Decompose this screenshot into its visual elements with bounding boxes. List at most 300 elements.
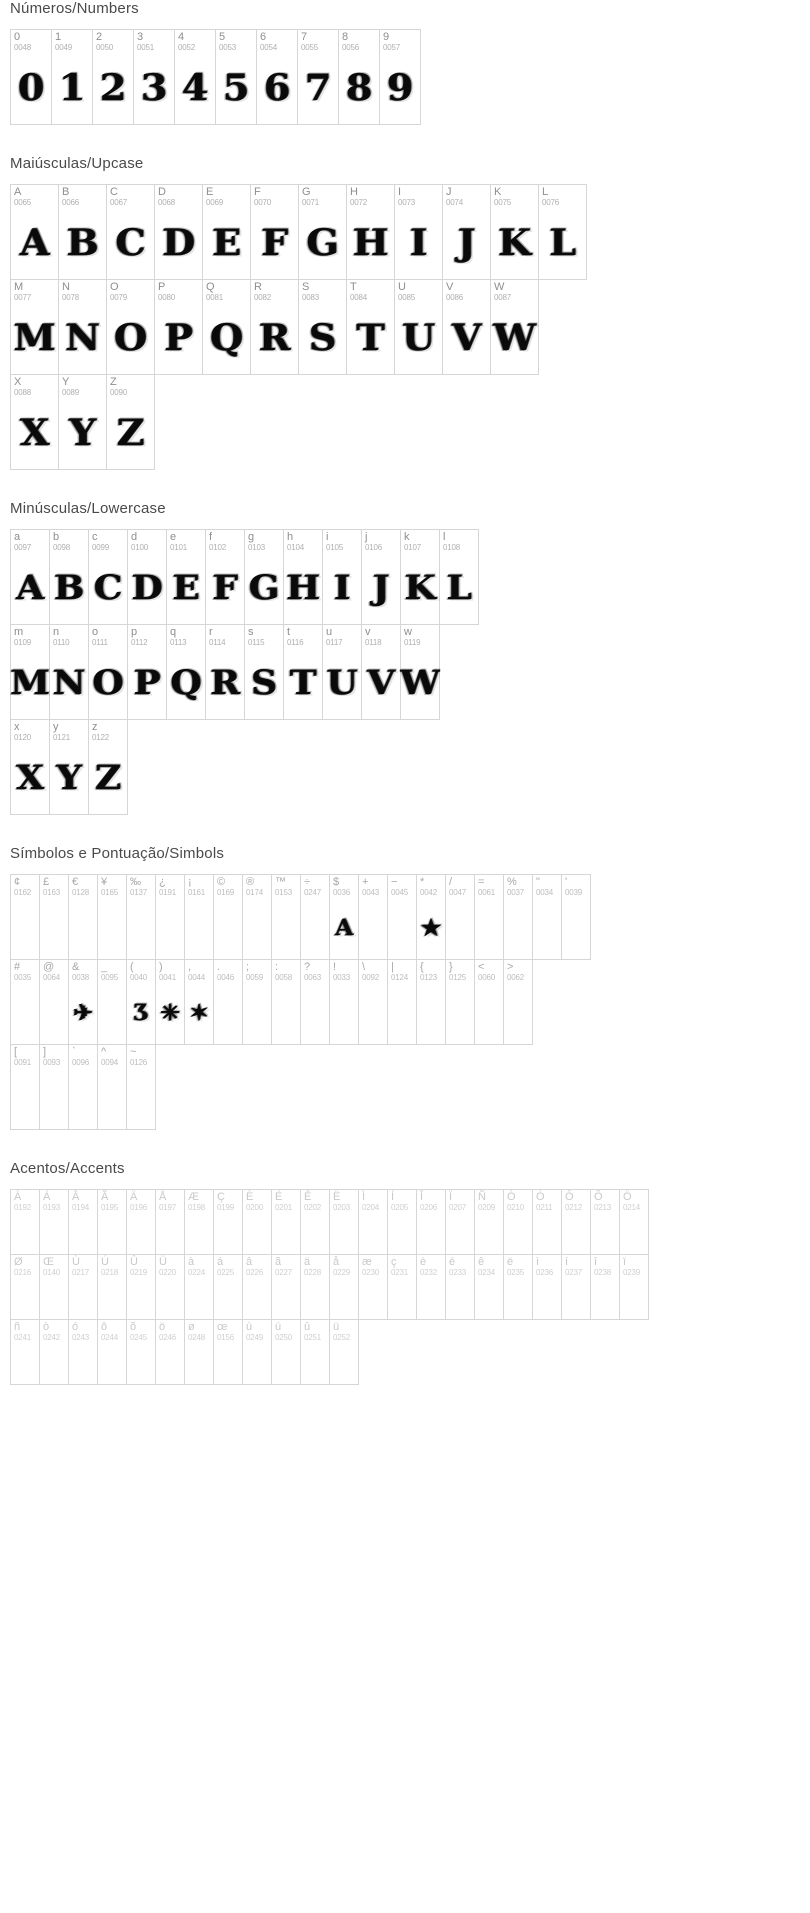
glyph-cell[interactable] — [40, 1045, 69, 1130]
glyph-meta — [298, 30, 338, 52]
glyph-cell[interactable] — [167, 530, 206, 625]
glyph-cell[interactable] — [620, 1190, 649, 1255]
glyph-cell[interactable] — [251, 280, 299, 375]
glyph-meta — [284, 530, 322, 552]
glyph-cell[interactable] — [446, 1255, 475, 1320]
glyph-cell[interactable] — [359, 1190, 388, 1255]
glyph-meta — [591, 1190, 619, 1212]
glyph-cell[interactable] — [214, 875, 243, 960]
glyph-preview — [532, 897, 562, 959]
glyph-cell[interactable] — [155, 280, 203, 375]
glyph-meta — [59, 375, 106, 397]
glyph-cell[interactable] — [50, 530, 89, 625]
glyph-code: 0110 — [53, 637, 70, 647]
glyph-preview: W — [493, 316, 536, 359]
glyph-cell[interactable] — [417, 1190, 446, 1255]
glyph-cell[interactable] — [11, 875, 40, 960]
glyph-cell[interactable] — [11, 30, 52, 125]
glyph-preview — [213, 1342, 243, 1384]
glyph-cell[interactable] — [245, 625, 284, 720]
glyph-cell[interactable] — [417, 1255, 446, 1320]
glyph-cell[interactable] — [330, 1320, 359, 1385]
glyph-cell[interactable] — [243, 875, 272, 960]
glyph-cell[interactable] — [206, 625, 245, 720]
glyph-character: T — [350, 281, 357, 293]
glyph-cell[interactable] — [156, 875, 185, 960]
glyph-meta — [359, 1255, 387, 1277]
glyph-cell[interactable] — [446, 1190, 475, 1255]
glyph-cell[interactable] — [155, 185, 203, 280]
glyph-cell[interactable] — [562, 1255, 591, 1320]
glyph-preview: N — [65, 316, 100, 359]
glyph-meta — [301, 1255, 329, 1277]
glyph-cell[interactable] — [175, 30, 216, 125]
glyph-cell[interactable] — [539, 185, 587, 280]
glyph-cell[interactable] — [388, 1190, 417, 1255]
glyph-cell[interactable] — [446, 960, 475, 1045]
glyph-code: 0102 — [209, 542, 226, 552]
glyph-cell[interactable] — [298, 30, 339, 125]
glyph-cell[interactable] — [69, 1320, 98, 1385]
glyph-cell[interactable] — [128, 625, 167, 720]
glyph-code: 0087 — [494, 292, 511, 302]
glyph-cell[interactable] — [533, 1190, 562, 1255]
glyph-character: I — [398, 186, 402, 198]
glyph-cell[interactable] — [284, 625, 323, 720]
glyph-code: 0202 — [304, 1202, 321, 1212]
glyph-cell[interactable] — [93, 30, 134, 125]
glyph-cell[interactable] — [388, 1255, 417, 1320]
glyph-cell[interactable] — [491, 280, 539, 375]
glyph-cell[interactable] — [243, 1190, 272, 1255]
glyph-cell[interactable] — [59, 185, 107, 280]
glyph-cell[interactable] — [533, 1255, 562, 1320]
glyph-meta — [40, 1320, 68, 1342]
glyph-preview: A — [334, 914, 354, 941]
glyph-cell[interactable] — [533, 875, 562, 960]
glyph-character: Œ — [43, 1256, 54, 1268]
glyph-cell[interactable] — [98, 1255, 127, 1320]
glyph-cell[interactable] — [272, 875, 301, 960]
glyph-character: á — [217, 1256, 224, 1268]
glyph-preview — [184, 1277, 214, 1319]
glyph-meta — [443, 280, 490, 302]
glyph-cell[interactable] — [107, 375, 155, 470]
glyph-cell[interactable] — [301, 1190, 330, 1255]
glyph-cell[interactable] — [446, 875, 475, 960]
glyph-cell[interactable] — [11, 280, 59, 375]
glyph-cell[interactable] — [257, 30, 298, 125]
glyph-preview — [126, 1342, 156, 1384]
glyph-cell[interactable] — [98, 1045, 127, 1130]
glyph-grid — [10, 874, 810, 1130]
glyph-meta — [504, 1190, 532, 1212]
glyph-code: 0098 — [53, 542, 70, 552]
glyph-code: 0058 — [275, 972, 292, 982]
glyph-preview — [619, 1277, 649, 1319]
glyph-cell[interactable] — [11, 720, 50, 815]
glyph-preview — [619, 1212, 649, 1254]
glyph-cell[interactable] — [185, 875, 214, 960]
glyph-cell[interactable] — [359, 875, 388, 960]
glyph-cell[interactable] — [395, 185, 443, 280]
glyph-preview — [242, 982, 272, 1044]
glyph-cell[interactable] — [339, 30, 380, 125]
glyph-meta — [380, 30, 420, 52]
glyph-cell[interactable] — [40, 1190, 69, 1255]
glyph-code: 0060 — [478, 972, 495, 982]
glyph-cell[interactable] — [284, 530, 323, 625]
glyph-cell[interactable] — [388, 875, 417, 960]
glyph-cell[interactable] — [127, 1320, 156, 1385]
glyph-character: * — [420, 876, 425, 888]
glyph-cell[interactable] — [301, 875, 330, 960]
glyph-character: , — [188, 961, 192, 973]
glyph-cell[interactable] — [59, 280, 107, 375]
glyph-cell[interactable] — [185, 1320, 214, 1385]
glyph-cell[interactable] — [214, 1320, 243, 1385]
glyph-meta — [107, 185, 154, 207]
glyph-preview — [126, 1277, 156, 1319]
glyph-character: Ò — [507, 1191, 516, 1203]
glyph-character: b — [53, 531, 60, 543]
glyph-character: Ë — [333, 1191, 341, 1203]
glyph-cell[interactable] — [362, 625, 401, 720]
glyph-meta — [203, 280, 250, 302]
glyph-meta — [388, 960, 416, 982]
glyph-cell[interactable] — [156, 1255, 185, 1320]
glyph-cell[interactable] — [214, 960, 243, 1045]
glyph-cell[interactable] — [89, 625, 128, 720]
glyph-cell[interactable] — [562, 1190, 591, 1255]
glyph-cell[interactable] — [359, 960, 388, 1045]
glyph-cell[interactable] — [362, 530, 401, 625]
glyph-cell[interactable] — [69, 1190, 98, 1255]
glyph-character: Æ — [188, 1191, 199, 1203]
glyph-preview: I — [333, 567, 351, 608]
glyph-cell[interactable] — [107, 280, 155, 375]
glyph-cell[interactable] — [440, 530, 479, 625]
glyph-cell[interactable] — [107, 185, 155, 280]
glyph-code: 0214 — [623, 1202, 640, 1212]
glyph-cell[interactable] — [395, 280, 443, 375]
glyph-cell[interactable] — [562, 875, 591, 960]
glyph-cell[interactable] — [11, 375, 59, 470]
glyph-meta — [98, 1320, 126, 1342]
glyph-cell[interactable] — [134, 30, 175, 125]
glyph-preview — [387, 982, 417, 1044]
glyph-character: ø — [188, 1321, 195, 1333]
glyph-code: 0041 — [159, 972, 176, 982]
glyph-code: 0203 — [333, 1202, 350, 1212]
glyph-cell[interactable] — [388, 960, 417, 1045]
glyph-cell[interactable] — [69, 875, 98, 960]
glyph-meta — [134, 30, 174, 52]
glyph-cell[interactable] — [11, 185, 59, 280]
glyph-character: ú — [275, 1321, 282, 1333]
glyph-meta — [446, 1255, 474, 1277]
glyph-preview: X — [16, 757, 44, 798]
glyph-cell[interactable] — [475, 1255, 504, 1320]
glyph-cell[interactable] — [128, 530, 167, 625]
glyph-cell[interactable] — [11, 530, 50, 625]
glyph-cell[interactable] — [50, 625, 89, 720]
glyph-cell[interactable] — [504, 960, 533, 1045]
glyph-code: 0216 — [14, 1267, 31, 1277]
glyph-cell[interactable] — [330, 875, 359, 960]
glyph-cell[interactable] — [98, 960, 127, 1045]
glyph-cell[interactable] — [98, 1190, 127, 1255]
glyph-character: Ö — [623, 1191, 632, 1203]
glyph-cell[interactable] — [167, 625, 206, 720]
glyph-code: 0070 — [254, 197, 271, 207]
glyph-code: 0088 — [14, 387, 31, 397]
glyph-character: Ä — [130, 1191, 138, 1203]
glyph-cell[interactable] — [330, 960, 359, 1045]
glyph-cell[interactable] — [401, 530, 440, 625]
glyph-code: 0064 — [43, 972, 60, 982]
glyph-character: G — [302, 186, 311, 198]
glyph-cell[interactable] — [127, 1045, 156, 1130]
glyph-meta — [89, 720, 127, 742]
glyph-code: 0048 — [14, 42, 31, 52]
glyph-cell[interactable] — [491, 185, 539, 280]
glyph-code: 0103 — [248, 542, 265, 552]
glyph-cell[interactable] — [347, 280, 395, 375]
glyph-character: ' — [565, 876, 568, 888]
glyph-character: k — [404, 531, 410, 543]
glyph-cell[interactable] — [272, 1190, 301, 1255]
glyph-code: 0192 — [14, 1202, 31, 1212]
glyph-preview: 6 — [263, 66, 291, 109]
glyph-cell[interactable] — [243, 1255, 272, 1320]
glyph-character: o — [92, 626, 99, 638]
glyph-cell[interactable] — [301, 960, 330, 1045]
glyph-code: 0200 — [246, 1202, 263, 1212]
glyph-preview — [590, 1212, 620, 1254]
glyph-character: # — [14, 961, 21, 973]
glyph-code: 0040 — [130, 972, 147, 982]
glyph-cell[interactable] — [301, 1320, 330, 1385]
glyph-cell[interactable] — [272, 1255, 301, 1320]
glyph-cell[interactable] — [203, 185, 251, 280]
glyph-cell[interactable] — [185, 960, 214, 1045]
glyph-character: À — [14, 1191, 22, 1203]
glyph-cell[interactable] — [11, 625, 50, 720]
glyph-preview: R — [210, 662, 240, 703]
glyph-cell[interactable] — [185, 1190, 214, 1255]
glyph-cell[interactable] — [330, 1255, 359, 1320]
glyph-code: 0196 — [130, 1202, 147, 1212]
glyph-cell[interactable] — [504, 1190, 533, 1255]
glyph-cell[interactable] — [89, 530, 128, 625]
glyph-cell[interactable] — [127, 1190, 156, 1255]
glyph-cell[interactable] — [417, 960, 446, 1045]
glyph-code: 0049 — [55, 42, 72, 52]
glyph-grid — [10, 29, 810, 125]
glyph-cell[interactable] — [214, 1190, 243, 1255]
glyph-cell[interactable] — [185, 1255, 214, 1320]
glyph-cell[interactable] — [50, 720, 89, 815]
glyph-cell[interactable] — [127, 875, 156, 960]
glyph-cell[interactable] — [323, 530, 362, 625]
glyph-preview — [271, 1277, 301, 1319]
glyph-code: 0095 — [101, 972, 118, 982]
glyph-character: X — [14, 376, 22, 388]
glyph-preview — [358, 982, 388, 1044]
glyph-code: 0072 — [350, 197, 367, 207]
glyph-code: 0246 — [159, 1332, 176, 1342]
glyph-preview — [184, 1342, 214, 1384]
glyph-cell[interactable] — [272, 1320, 301, 1385]
glyph-meta — [533, 1190, 561, 1212]
glyph-code: 0243 — [72, 1332, 89, 1342]
glyph-preview: Q — [170, 662, 202, 703]
glyph-cell[interactable] — [89, 720, 128, 815]
glyph-character: s — [248, 626, 254, 638]
glyph-cell[interactable] — [380, 30, 421, 125]
glyph-character: ä — [304, 1256, 311, 1268]
glyph-cell[interactable] — [417, 875, 446, 960]
glyph-row — [10, 625, 440, 720]
glyph-cell[interactable] — [475, 960, 504, 1045]
glyph-preview — [10, 1277, 40, 1319]
glyph-cell[interactable] — [245, 530, 284, 625]
glyph-code: 0213 — [594, 1202, 611, 1212]
glyph-meta — [243, 1190, 271, 1212]
glyph-cell[interactable] — [156, 1320, 185, 1385]
glyph-cell[interactable] — [330, 1190, 359, 1255]
glyph-cell[interactable] — [301, 1255, 330, 1320]
glyph-code: 0156 — [217, 1332, 234, 1342]
glyph-cell[interactable] — [443, 185, 491, 280]
glyph-code: 0251 — [304, 1332, 321, 1342]
glyph-cell[interactable] — [591, 1190, 620, 1255]
glyph-code: 0224 — [188, 1267, 205, 1277]
glyph-character: x — [14, 721, 20, 733]
glyph-cell[interactable] — [11, 1045, 40, 1130]
glyph-preview — [445, 982, 475, 1044]
glyph-cell[interactable] — [98, 875, 127, 960]
glyph-code: 0084 — [350, 292, 367, 302]
glyph-cell[interactable] — [272, 960, 301, 1045]
glyph-preview: S — [308, 316, 337, 359]
glyph-code: 0201 — [275, 1202, 292, 1212]
glyph-cell[interactable] — [243, 1320, 272, 1385]
glyph-cell[interactable] — [347, 185, 395, 280]
glyph-preview — [155, 1277, 185, 1319]
glyph-character: © — [217, 876, 226, 888]
glyph-code: 0122 — [92, 732, 109, 742]
glyph-meta — [446, 875, 474, 897]
glyph-code: 0078 — [62, 292, 79, 302]
glyph-cell[interactable] — [504, 1255, 533, 1320]
glyph-character: Ç — [217, 1191, 225, 1203]
glyph-cell[interactable] — [156, 1190, 185, 1255]
glyph-cell[interactable] — [359, 1255, 388, 1320]
glyph-meta — [388, 1190, 416, 1212]
glyph-preview — [474, 982, 504, 1044]
glyph-code: 0205 — [391, 1202, 408, 1212]
glyph-cell[interactable] — [69, 960, 98, 1045]
glyph-cell[interactable] — [40, 960, 69, 1045]
glyph-cell[interactable] — [299, 280, 347, 375]
glyph-code: 0163 — [43, 887, 60, 897]
glyph-character: ] — [43, 1046, 47, 1058]
glyph-character: 5 — [219, 31, 226, 43]
glyph-cell[interactable] — [475, 875, 504, 960]
glyph-cell[interactable] — [156, 960, 185, 1045]
glyph-cell[interactable] — [504, 875, 533, 960]
glyph-cell[interactable] — [11, 1320, 40, 1385]
glyph-cell[interactable] — [69, 1255, 98, 1320]
glyph-cell[interactable] — [11, 1255, 40, 1320]
glyph-meta — [245, 625, 283, 647]
glyph-character: r — [209, 626, 213, 638]
glyph-character: Q — [206, 281, 215, 293]
glyph-meta — [11, 720, 49, 742]
glyph-cell[interactable] — [52, 30, 93, 125]
glyph-character: Å — [159, 1191, 167, 1203]
glyph-code: 0047 — [449, 887, 466, 897]
glyph-cell[interactable] — [620, 1255, 649, 1320]
glyph-code: 0094 — [101, 1057, 118, 1067]
glyph-cell[interactable] — [59, 375, 107, 470]
glyph-character: 0 — [14, 31, 21, 43]
glyph-cell[interactable] — [69, 1045, 98, 1130]
glyph-cell[interactable] — [11, 960, 40, 1045]
glyph-meta — [156, 960, 184, 982]
glyph-cell[interactable] — [11, 1190, 40, 1255]
glyph-cell[interactable] — [40, 1255, 69, 1320]
glyph-cell[interactable] — [443, 280, 491, 375]
section-title: Símbolos e Pontuação/Simbols — [10, 845, 225, 862]
glyph-character: A — [14, 186, 22, 198]
glyph-cell[interactable] — [401, 625, 440, 720]
glyph-cell[interactable] — [40, 1320, 69, 1385]
glyph-cell[interactable] — [98, 1320, 127, 1385]
glyph-cell[interactable] — [127, 960, 156, 1045]
glyph-character: è — [420, 1256, 427, 1268]
glyph-character: É — [275, 1191, 283, 1203]
glyph-cell[interactable] — [591, 1255, 620, 1320]
glyph-cell[interactable] — [206, 530, 245, 625]
glyph-preview: B — [66, 221, 99, 264]
glyph-character: £ — [43, 876, 50, 888]
glyph-meta — [330, 960, 358, 982]
glyph-code: 0217 — [72, 1267, 89, 1277]
glyph-character: l — [443, 531, 446, 543]
glyph-cell[interactable] — [127, 1255, 156, 1320]
glyph-cell[interactable] — [299, 185, 347, 280]
glyph-code: 0085 — [398, 292, 415, 302]
glyph-cell[interactable] — [251, 185, 299, 280]
glyph-section — [0, 1160, 810, 1385]
glyph-character: K — [494, 186, 502, 198]
glyph-preview: F — [212, 567, 238, 608]
glyph-preview — [271, 1212, 301, 1254]
glyph-cell[interactable] — [475, 1190, 504, 1255]
glyph-cell[interactable] — [40, 875, 69, 960]
glyph-cell[interactable] — [203, 280, 251, 375]
glyph-meta — [257, 30, 297, 52]
glyph-cell[interactable] — [214, 1255, 243, 1320]
glyph-cell[interactable] — [216, 30, 257, 125]
glyph-cell[interactable] — [323, 625, 362, 720]
glyph-cell[interactable] — [243, 960, 272, 1045]
glyph-preview: 0 — [17, 66, 45, 109]
glyph-character: ç — [391, 1256, 397, 1268]
